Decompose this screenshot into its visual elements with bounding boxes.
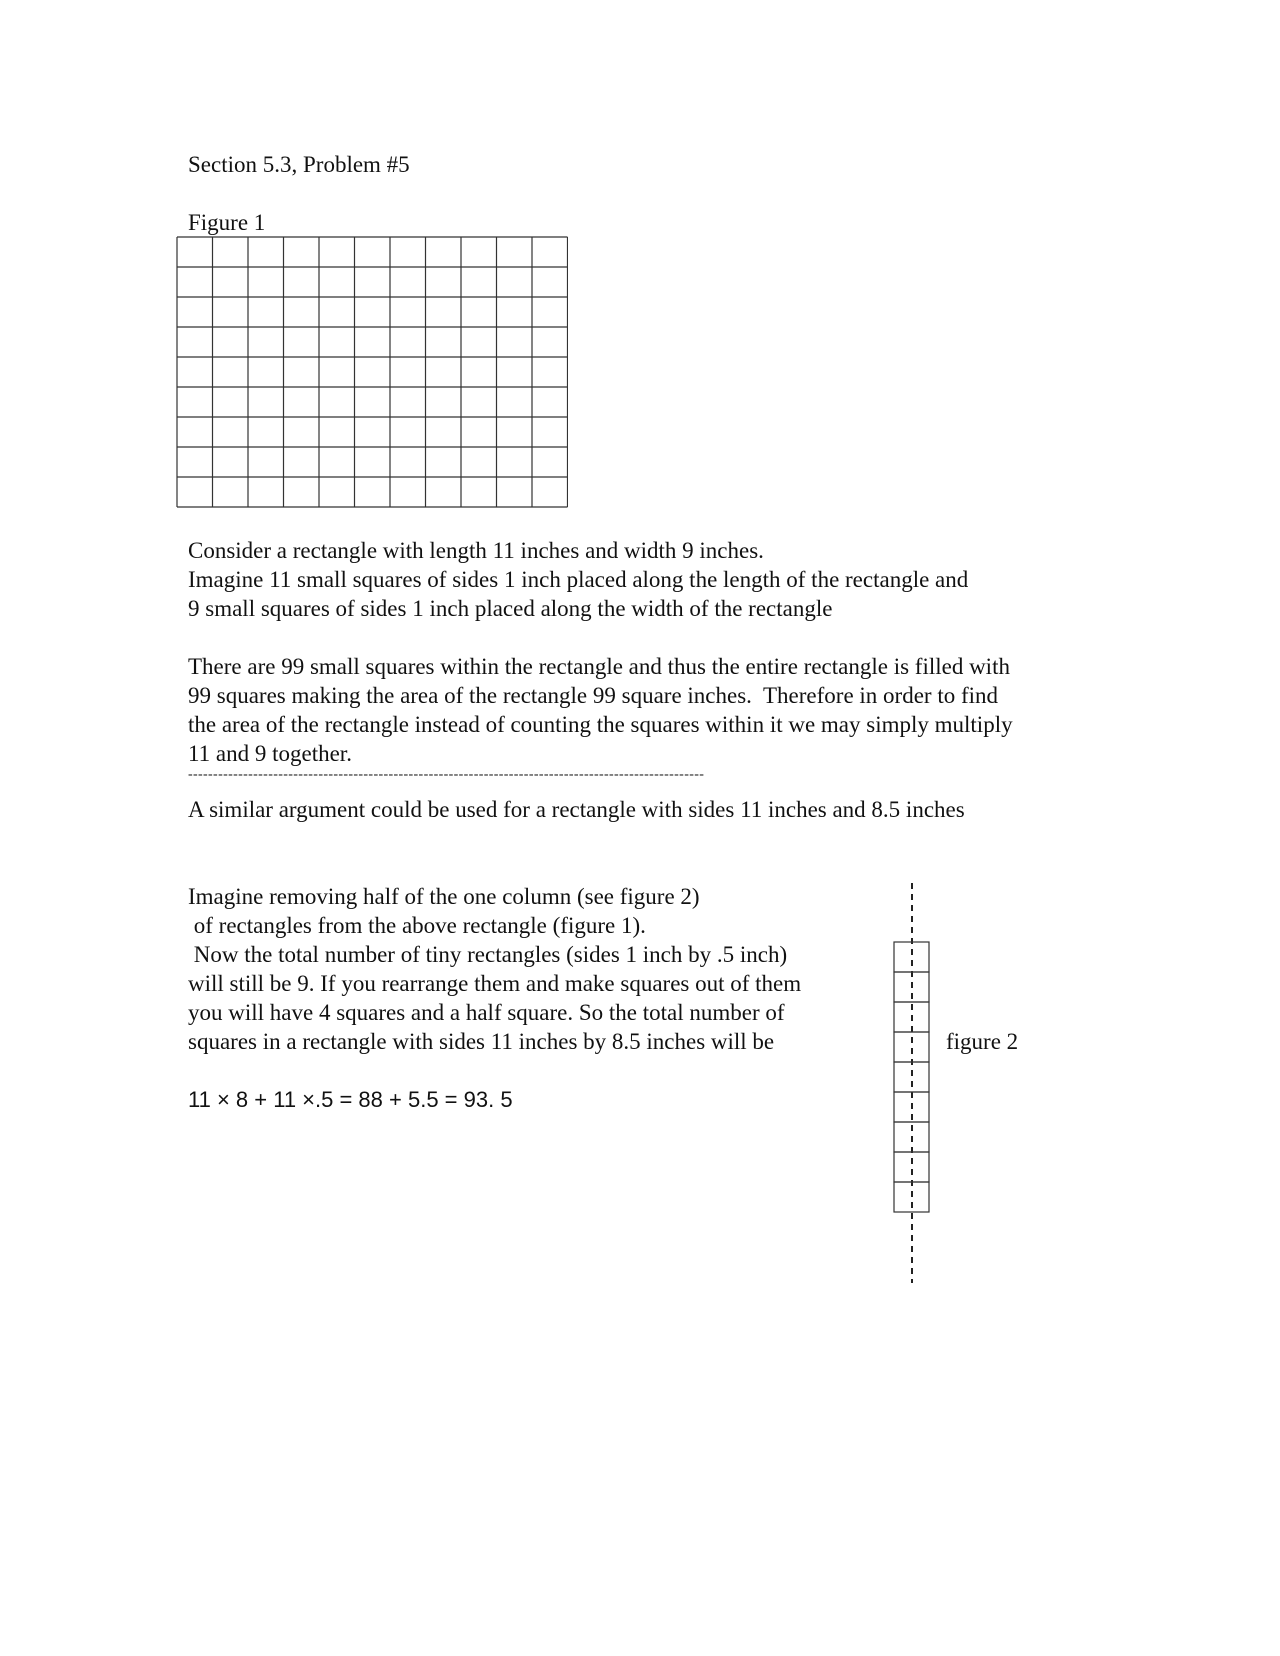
paragraph-2-line: There are 99 small squares within the rectangle and thus the entire rectangle is filled with [188,654,1010,679]
paragraph-1-line: Imagine 11 small squares of sides 1 inch placed along the length of the rectangle and [188,567,969,592]
paragraph-2-line: 11 and 9 together. [188,741,352,766]
similar-argument-text: A similar argument could be used for a rectangle with sides 11 inches and 8.5 inches [188,797,965,822]
figure-2-column [888,880,936,1286]
figure-2-cell [894,1062,929,1092]
figure-2-label: figure 2 [946,1029,1019,1054]
paragraph-3-line: will still be 9. If you rearrange them and make squares out of them [188,971,802,996]
paragraph-3-line: you will have 4 squares and a half square. So the total number of [188,1000,785,1025]
paragraph-1-line: Consider a rectangle with length 11 inches and width 9 inches. [188,538,764,563]
paragraph-3-line: Imagine removing half of the one column (see figure 2) [188,884,700,909]
figure-2-cell [894,942,929,972]
paragraph-3-line: Now the total number of tiny rectangles (sides 1 inch by .5 inch) [188,942,788,967]
paragraph-1-line: 9 small squares of sides 1 inch placed along the width of the rectangle [188,596,833,621]
paragraph-3-line: squares in a rectangle with sides 11 inches by 8.5 inches will be [188,1029,775,1054]
paragraph-2-line: the area of the rectangle instead of counting the squares within it we may simply multiply [188,712,1013,737]
figure-2-cell [894,1032,929,1062]
equation: 11 × 8 + 11 ×.5 = 88 + 5.5 = 93. 5 [188,1087,513,1112]
figure-2-cell [894,1152,929,1182]
paragraph-3-line: of rectangles from the above rectangle (figure 1). [188,913,646,938]
dashed-separator: ------------------------------------------------------------------------------------------------------- [188,767,705,782]
figure-1-grid [176,236,568,508]
figure-1-label: Figure 1 [188,210,266,235]
paragraph-2-line: 99 squares making the area of the rectangle 99 square inches. Therefore in order to find [188,683,999,708]
heading: Section 5.3, Problem #5 [188,152,410,177]
